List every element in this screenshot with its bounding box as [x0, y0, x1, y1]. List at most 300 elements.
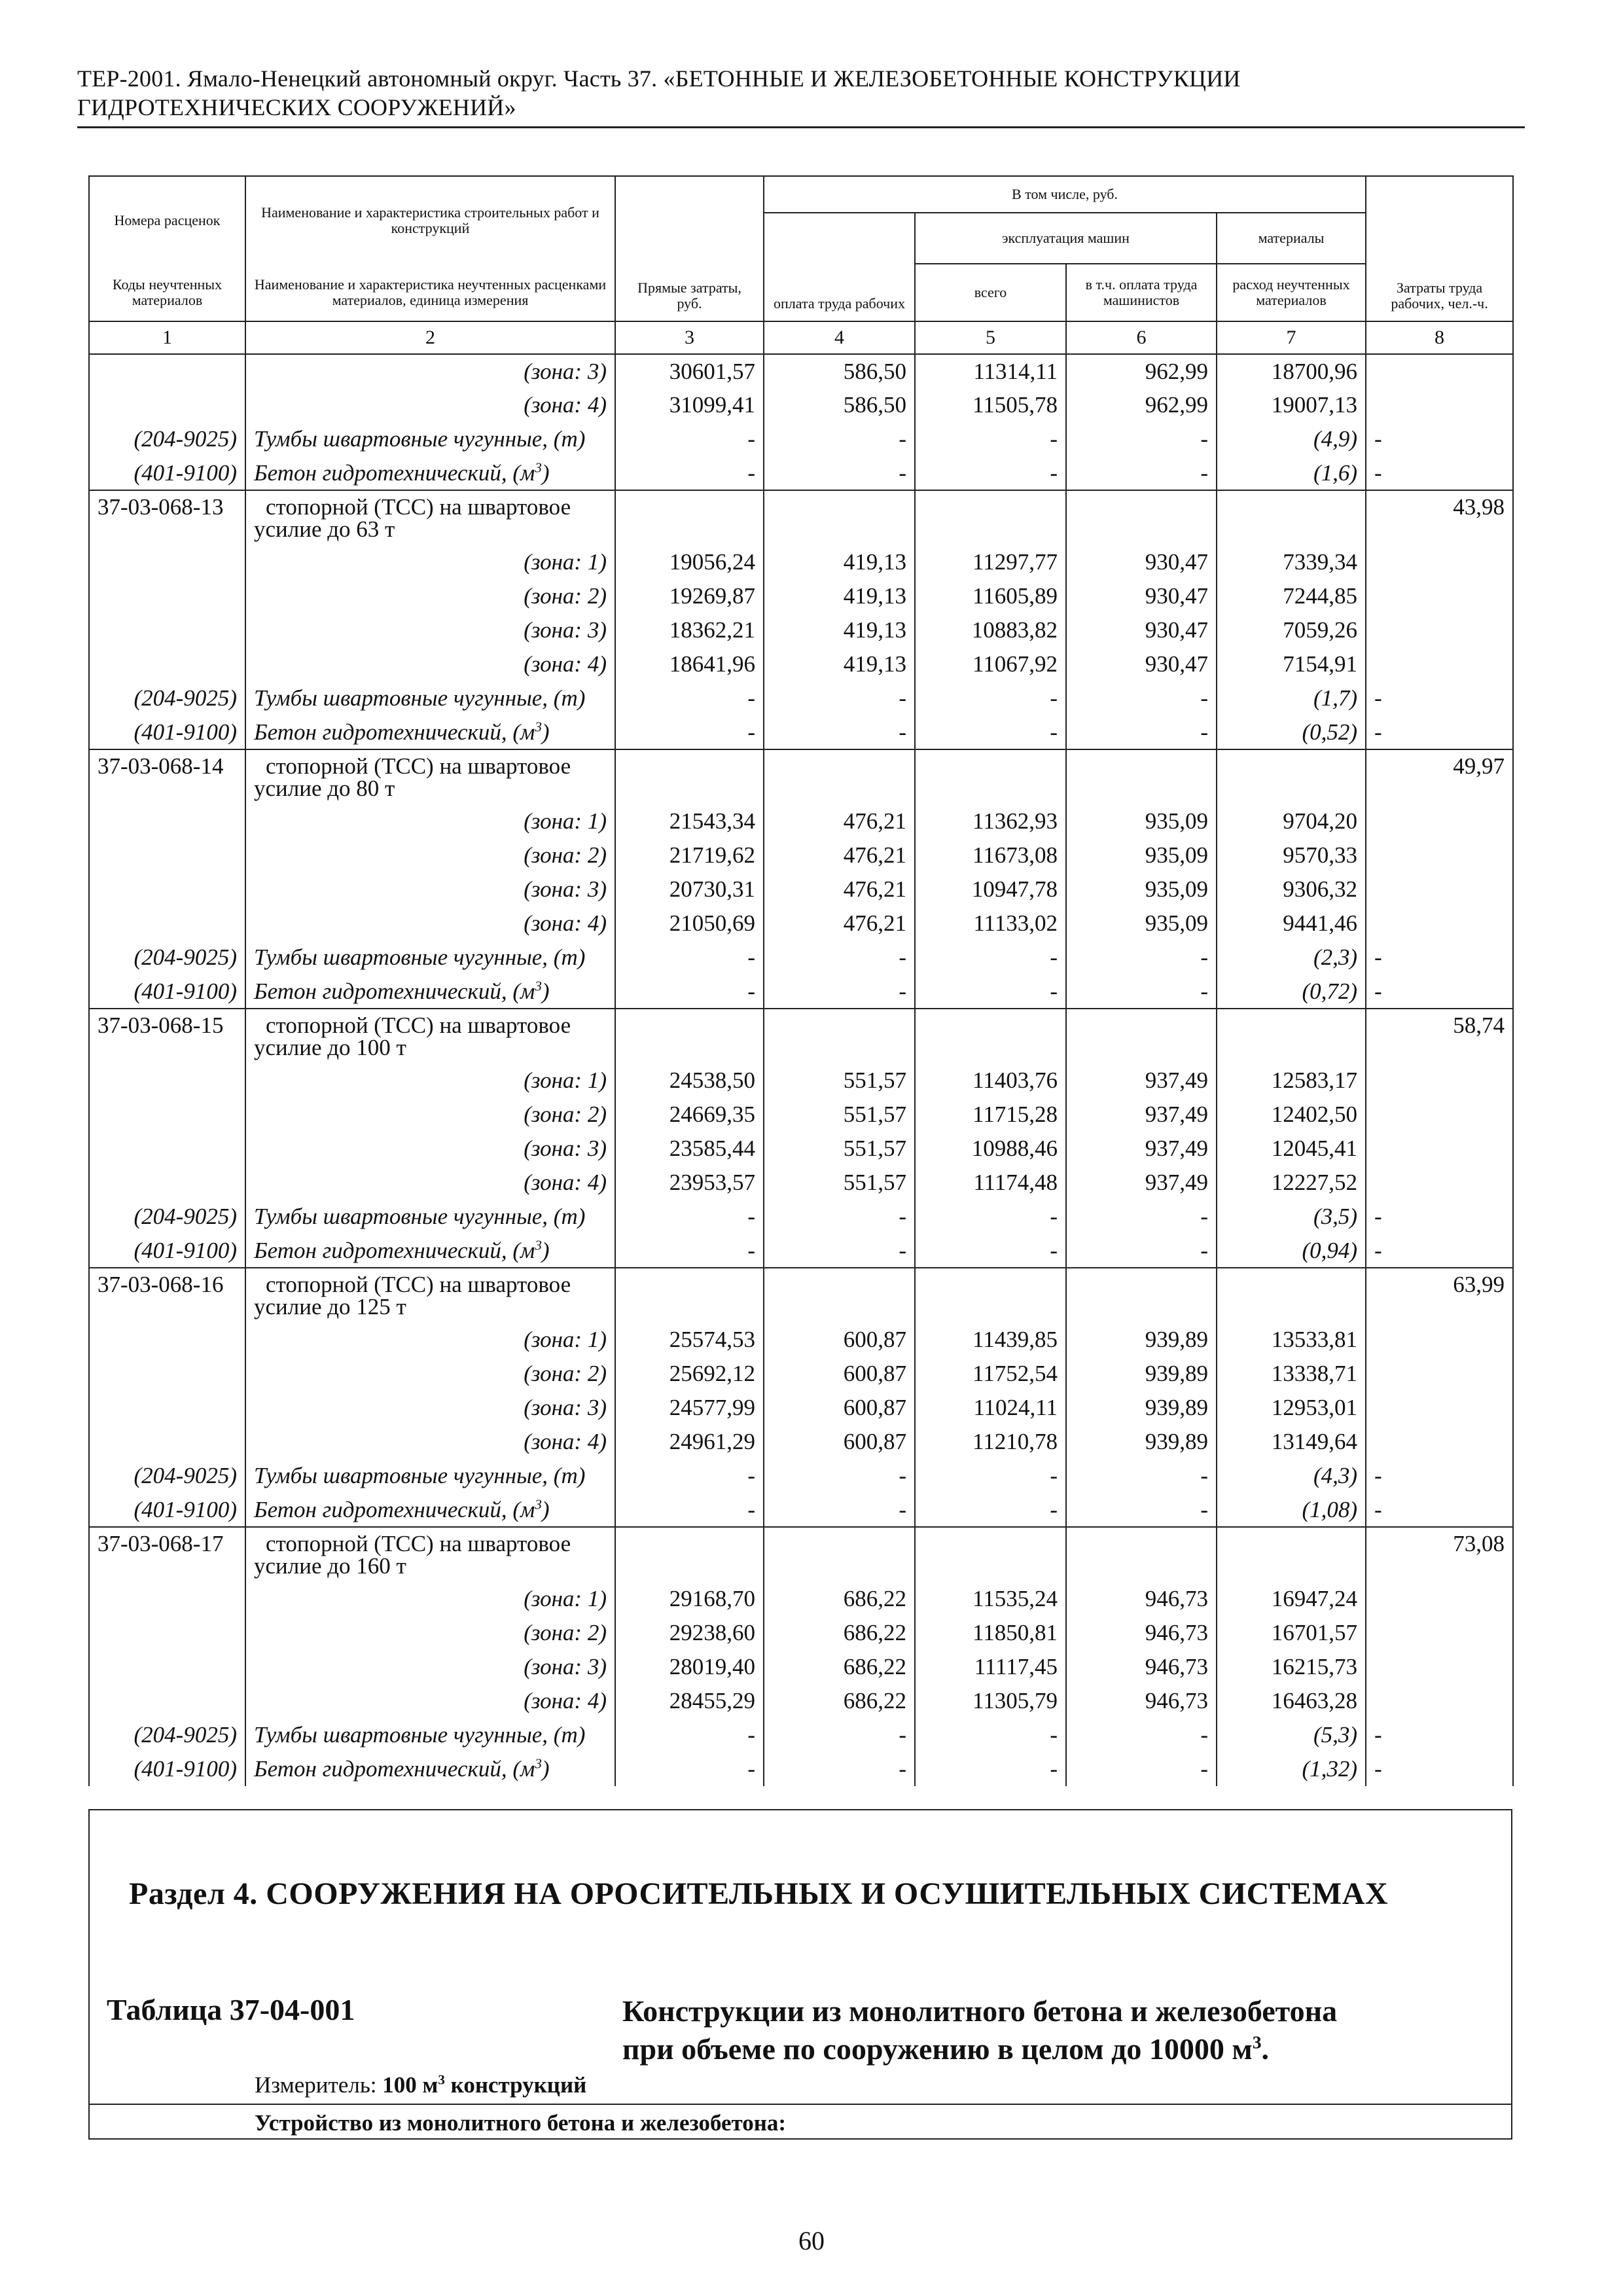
- worker-wages: -: [764, 456, 915, 490]
- worker-wages: 686,22: [764, 1684, 915, 1718]
- zone-row: [89, 1425, 1513, 1459]
- column-index-row: [89, 321, 1513, 354]
- empty-cell: [1066, 1009, 1217, 1064]
- zone-label: (зона: 2): [245, 1357, 615, 1391]
- zone-row: [89, 1323, 1513, 1357]
- direct-cost: 25574,53: [615, 1323, 764, 1357]
- zone-label: (зона: 4): [245, 1166, 615, 1200]
- material-name: Тумбы швартовные чугунные, (т): [245, 1718, 615, 1752]
- hdr-machines: эксплуатация машин: [915, 213, 1217, 264]
- empty-cell: [89, 1323, 245, 1357]
- direct-cost: 28455,29: [615, 1684, 764, 1718]
- empty-cell: [1366, 647, 1513, 681]
- direct-cost: -: [615, 1493, 764, 1527]
- labor-cell: -: [1366, 1752, 1513, 1786]
- material-qty: (0,94): [1217, 1234, 1366, 1268]
- empty-cell: [1366, 545, 1513, 579]
- direct-cost: 28019,40: [615, 1650, 764, 1684]
- machinist-wages: -: [1066, 941, 1217, 975]
- rates-table: [88, 175, 1514, 1786]
- material-name: Тумбы швартовные чугунные, (т): [245, 681, 615, 715]
- zone-row: [89, 354, 1513, 388]
- header-line-2: ГИДРОТЕХНИЧЕСКИХ СООРУЖЕНИЙ»: [77, 94, 516, 120]
- direct-cost: 23953,57: [615, 1166, 764, 1200]
- labor-cell: -: [1366, 681, 1513, 715]
- machine-cost: -: [915, 1200, 1066, 1234]
- machinist-wages: 946,73: [1066, 1650, 1217, 1684]
- machinist-wages: 930,47: [1066, 545, 1217, 579]
- empty-cell: [915, 749, 1066, 804]
- zone-row: [89, 1650, 1513, 1684]
- machine-cost: 11673,08: [915, 838, 1066, 872]
- machine-cost: 11305,79: [915, 1684, 1066, 1718]
- materials-cost: 16215,73: [1217, 1650, 1366, 1684]
- material-row: [89, 1493, 1513, 1527]
- hdr-col6: в т.ч. оплата труда машинистов: [1066, 264, 1217, 321]
- worker-wages: -: [764, 1752, 915, 1786]
- machinist-wages: -: [1066, 1752, 1217, 1786]
- materials-cost: 16701,57: [1217, 1616, 1366, 1650]
- rate-name: [245, 490, 615, 545]
- empty-cell: [1366, 1582, 1513, 1616]
- zone-label: (зона: 2): [245, 579, 615, 613]
- machine-cost: 11314,11: [915, 354, 1066, 388]
- materials-cost: 16463,28: [1217, 1684, 1366, 1718]
- material-code: (401-9100): [89, 456, 245, 490]
- machine-cost: 11850,81: [915, 1616, 1066, 1650]
- worker-wages: 686,22: [764, 1616, 915, 1650]
- direct-cost: -: [615, 1459, 764, 1493]
- worker-wages: 551,57: [764, 1132, 915, 1166]
- empty-cell: [1366, 1166, 1513, 1200]
- material-name: Бетон гидротехнический, $(м^3)$: [245, 456, 615, 490]
- empty-cell: [764, 1009, 915, 1064]
- material-qty: (1,08): [1217, 1493, 1366, 1527]
- materials-cost: 9306,32: [1217, 872, 1366, 906]
- zone-row: [89, 613, 1513, 647]
- labor-cell: -: [1366, 1200, 1513, 1234]
- worker-wages: 686,22: [764, 1650, 915, 1684]
- machine-cost: -: [915, 1234, 1066, 1268]
- zone-label: (зона: 3): [245, 872, 615, 906]
- rate-code: 37-03-068-16: [89, 1268, 245, 1323]
- worker-wages: 476,21: [764, 838, 915, 872]
- empty-cell: [1217, 1268, 1366, 1323]
- rate-row: [89, 1009, 1513, 1064]
- empty-cell: [1366, 1098, 1513, 1132]
- worker-wages: 600,87: [764, 1323, 915, 1357]
- rate-row: [89, 1527, 1513, 1582]
- materials-cost: 7154,91: [1217, 647, 1366, 681]
- material-qty: (4,3): [1217, 1459, 1366, 1493]
- rate-name-line-1: стопорной (ТСС) на швартовое: [266, 494, 571, 520]
- empty-cell: [89, 1098, 245, 1132]
- machinist-wages: 935,09: [1066, 804, 1217, 838]
- empty-cell: [89, 647, 245, 681]
- worker-wages: 476,21: [764, 906, 915, 941]
- machine-cost: 11024,11: [915, 1391, 1066, 1425]
- direct-cost: 25692,12: [615, 1357, 764, 1391]
- machinist-wages: 935,09: [1066, 872, 1217, 906]
- direct-cost: -: [615, 681, 764, 715]
- direct-cost: 24669,35: [615, 1098, 764, 1132]
- machine-cost: -: [915, 715, 1066, 749]
- machine-cost: 11505,78: [915, 388, 1066, 422]
- rate-row: [89, 749, 1513, 804]
- worker-wages: -: [764, 715, 915, 749]
- empty-cell: [615, 749, 764, 804]
- labor-cell: -: [1366, 1718, 1513, 1752]
- labor-cost: 58,74: [1366, 1009, 1513, 1064]
- rate-code: 37-03-068-17: [89, 1527, 245, 1582]
- machine-cost: 11174,48: [915, 1166, 1066, 1200]
- materials-cost: 9570,33: [1217, 838, 1366, 872]
- empty-cell: [1366, 1323, 1513, 1357]
- zone-label: (зона: 3): [245, 1132, 615, 1166]
- machine-cost: -: [915, 1752, 1066, 1786]
- empty-cell: [89, 906, 245, 941]
- machine-cost: -: [915, 1718, 1066, 1752]
- material-name: Тумбы швартовные чугунные, (т): [245, 1459, 615, 1493]
- zone-label: (зона: 1): [245, 1064, 615, 1098]
- materials-cost: 13149,64: [1217, 1425, 1366, 1459]
- hdr-group: В том числе, руб.: [764, 176, 1366, 213]
- materials-cost: 9704,20: [1217, 804, 1366, 838]
- rate-row: [89, 1268, 1513, 1323]
- table-label: Таблица 37-04-001: [107, 1993, 355, 2026]
- machine-cost: 11133,02: [915, 906, 1066, 941]
- worker-wages: 419,13: [764, 613, 915, 647]
- empty-cell: [1366, 1650, 1513, 1684]
- worker-wages: -: [764, 681, 915, 715]
- meter-label: Измеритель:: [255, 2072, 377, 2098]
- direct-cost: -: [615, 975, 764, 1009]
- zone-row: [89, 1098, 1513, 1132]
- machine-cost: 11752,54: [915, 1357, 1066, 1391]
- material-code: (204-9025): [89, 1718, 245, 1752]
- material-code: (401-9100): [89, 975, 245, 1009]
- direct-cost: -: [615, 715, 764, 749]
- empty-cell: [1066, 1527, 1217, 1582]
- hdr-col5: всего: [915, 264, 1066, 321]
- empty-cell: [1366, 388, 1513, 422]
- material-code: (204-9025): [89, 941, 245, 975]
- material-code: (401-9100): [89, 1234, 245, 1268]
- rate-name-line-2: усилие до 100 т: [254, 1035, 406, 1060]
- meter-value: 100 $м^3$ конструкций: [382, 2072, 587, 2098]
- rate-name-line-1: стопорной (ТСС) на швартовое: [266, 1272, 571, 1297]
- hdr-col4: оплата труда рабочих: [764, 213, 915, 321]
- machinist-wages: -: [1066, 1493, 1217, 1527]
- zone-label: (зона: 1): [245, 1582, 615, 1616]
- machine-cost: -: [915, 1493, 1066, 1527]
- empty-cell: [1366, 906, 1513, 941]
- rate-row: [89, 490, 1513, 545]
- machine-cost: 11439,85: [915, 1323, 1066, 1357]
- machinist-wages: 930,47: [1066, 647, 1217, 681]
- zone-label: (зона: 1): [245, 1323, 615, 1357]
- machine-cost: 10947,78: [915, 872, 1066, 906]
- direct-cost: -: [615, 941, 764, 975]
- machinist-wages: 946,73: [1066, 1684, 1217, 1718]
- machinist-wages: 946,73: [1066, 1616, 1217, 1650]
- rate-name-line-1: стопорной (ТСС) на швартовое: [266, 1013, 571, 1038]
- direct-cost: -: [615, 1718, 764, 1752]
- section-title: Раздел 4. СООРУЖЕНИЯ НА ОРОСИТЕЛЬНЫХ И ОСУШИТЕЛЬНЫХ СИСТЕМАХ: [129, 1876, 1389, 1911]
- worker-wages: -: [764, 1200, 915, 1234]
- direct-cost: 24577,99: [615, 1391, 764, 1425]
- direct-cost: 29238,60: [615, 1616, 764, 1650]
- material-qty: (4,9): [1217, 422, 1366, 456]
- zone-row: [89, 838, 1513, 872]
- worker-wages: 419,13: [764, 647, 915, 681]
- zone-label: (зона: 4): [245, 647, 615, 681]
- empty-cell: [89, 1616, 245, 1650]
- direct-cost: 21543,34: [615, 804, 764, 838]
- worker-wages: 419,13: [764, 579, 915, 613]
- zone-label: (зона: 3): [245, 1650, 615, 1684]
- material-row: [89, 681, 1513, 715]
- empty-cell: [89, 1684, 245, 1718]
- direct-cost: 21719,62: [615, 838, 764, 872]
- materials-cost: 19007,13: [1217, 388, 1366, 422]
- empty-cell: [89, 1391, 245, 1425]
- machinist-wages: 930,47: [1066, 579, 1217, 613]
- labor-cell: -: [1366, 422, 1513, 456]
- direct-cost: 23585,44: [615, 1132, 764, 1166]
- materials-cost: 9441,46: [1217, 906, 1366, 941]
- direct-cost: 19056,24: [615, 545, 764, 579]
- materials-cost: 12402,50: [1217, 1098, 1366, 1132]
- machinist-wages: -: [1066, 456, 1217, 490]
- zone-row: [89, 545, 1513, 579]
- empty-cell: [1366, 872, 1513, 906]
- labor-cost: 43,98: [1366, 490, 1513, 545]
- machine-cost: -: [915, 941, 1066, 975]
- header-text: [77, 64, 1517, 122]
- empty-cell: [1366, 1391, 1513, 1425]
- material-row: [89, 941, 1513, 975]
- material-code: (401-9100): [89, 1493, 245, 1527]
- machinist-wages: 962,99: [1066, 388, 1217, 422]
- worker-wages: 551,57: [764, 1064, 915, 1098]
- col-index: 6: [1066, 321, 1217, 354]
- worker-wages: 551,57: [764, 1166, 915, 1200]
- table-title-line-2: при объеме по сооружению в целом до 10000 $м^3$.: [622, 2032, 1269, 2066]
- hdr-materials: материалы: [1217, 213, 1366, 264]
- zone-label: (зона: 1): [245, 804, 615, 838]
- rate-name: [245, 1527, 615, 1582]
- empty-cell: [1366, 1357, 1513, 1391]
- hdr-col3: Прямые затраты, руб.: [615, 176, 764, 321]
- table-title-line-1: Конструкции из монолитного бетона и железобетона: [622, 1994, 1338, 2028]
- material-row: [89, 422, 1513, 456]
- machinist-wages: 939,89: [1066, 1391, 1217, 1425]
- empty-cell: [1066, 490, 1217, 545]
- machine-cost: 11067,92: [915, 647, 1066, 681]
- worker-wages: -: [764, 422, 915, 456]
- worker-wages: 600,87: [764, 1425, 915, 1459]
- meter: [255, 2072, 586, 2098]
- zone-row: [89, 1582, 1513, 1616]
- worker-wages: 551,57: [764, 1098, 915, 1132]
- worker-wages: 586,50: [764, 388, 915, 422]
- material-row: [89, 1200, 1513, 1234]
- machine-cost: 11362,93: [915, 804, 1066, 838]
- col-index: 2: [245, 321, 615, 354]
- zone-row: [89, 804, 1513, 838]
- hdr-col1-bottom: Коды неучтенных материалов: [89, 264, 245, 321]
- labor-cost: 63,99: [1366, 1268, 1513, 1323]
- empty-cell: [89, 354, 245, 388]
- machinist-wages: -: [1066, 975, 1217, 1009]
- machinist-wages: 937,49: [1066, 1064, 1217, 1098]
- col-index: 4: [764, 321, 915, 354]
- empty-cell: [1066, 749, 1217, 804]
- empty-cell: [615, 1009, 764, 1064]
- machinist-wages: 937,49: [1066, 1132, 1217, 1166]
- machine-cost: 11117,45: [915, 1650, 1066, 1684]
- machine-cost: 11535,24: [915, 1582, 1066, 1616]
- col-index: 8: [1366, 321, 1513, 354]
- material-code: (401-9100): [89, 1752, 245, 1786]
- header-rule: [77, 126, 1525, 128]
- machinist-wages: -: [1066, 715, 1217, 749]
- labor-cell: -: [1366, 1459, 1513, 1493]
- zone-row: [89, 1684, 1513, 1718]
- material-name: Бетон гидротехнический, $(м^3)$: [245, 715, 615, 749]
- empty-cell: [764, 1527, 915, 1582]
- machine-cost: -: [915, 456, 1066, 490]
- col-index: 7: [1217, 321, 1366, 354]
- material-qty: (0,52): [1217, 715, 1366, 749]
- rate-name: [245, 1009, 615, 1064]
- header-line-1: ТЕР-2001. Ямало-Ненецкий автономный округ. Часть 37. «БЕТОННЫЕ И ЖЕЛЕЗОБЕТОННЫЕ КОНСТРУКЦИИ: [77, 65, 1241, 92]
- page-number: 60: [798, 2226, 825, 2255]
- machine-cost: 10988,46: [915, 1132, 1066, 1166]
- empty-cell: [89, 579, 245, 613]
- direct-cost: 30601,57: [615, 354, 764, 388]
- machinist-wages: -: [1066, 422, 1217, 456]
- material-code: (204-9025): [89, 422, 245, 456]
- worker-wages: -: [764, 941, 915, 975]
- worker-wages: 600,87: [764, 1357, 915, 1391]
- labor-cell: -: [1366, 941, 1513, 975]
- zone-row: [89, 647, 1513, 681]
- empty-cell: [915, 1527, 1066, 1582]
- labor-cost: 73,08: [1366, 1527, 1513, 1582]
- empty-cell: [1217, 1527, 1366, 1582]
- zone-row: [89, 1064, 1513, 1098]
- empty-cell: [1217, 749, 1366, 804]
- worker-wages: -: [764, 975, 915, 1009]
- machinist-wages: 939,89: [1066, 1357, 1217, 1391]
- machinist-wages: 937,49: [1066, 1166, 1217, 1200]
- material-qty: (1,7): [1217, 681, 1366, 715]
- material-qty: (3,5): [1217, 1200, 1366, 1234]
- material-row: [89, 1459, 1513, 1493]
- rate-name-line-1: стопорной (ТСС) на швартовое: [266, 1531, 571, 1556]
- zone-label: (зона: 4): [245, 906, 615, 941]
- empty-cell: [1366, 354, 1513, 388]
- empty-cell: [89, 804, 245, 838]
- direct-cost: -: [615, 1234, 764, 1268]
- col-index: 1: [89, 321, 245, 354]
- machinist-wages: -: [1066, 1200, 1217, 1234]
- worker-wages: -: [764, 1718, 915, 1752]
- subheading-row: [90, 2104, 1511, 2142]
- empty-cell: [89, 388, 245, 422]
- machinist-wages: 937,49: [1066, 1098, 1217, 1132]
- material-row: [89, 456, 1513, 490]
- empty-cell: [89, 545, 245, 579]
- empty-cell: [89, 1132, 245, 1166]
- col-index: 5: [915, 321, 1066, 354]
- rate-code: 37-03-068-14: [89, 749, 245, 804]
- machine-cost: -: [915, 1459, 1066, 1493]
- empty-cell: [89, 613, 245, 647]
- zone-row: [89, 1166, 1513, 1200]
- empty-cell: [1366, 1064, 1513, 1098]
- direct-cost: 21050,69: [615, 906, 764, 941]
- zone-row: [89, 1616, 1513, 1650]
- hdr-col2-bottom: Наименование и характеристика неучтенных расценками материалов, единица измерения: [245, 264, 615, 321]
- direct-cost: -: [615, 422, 764, 456]
- materials-cost: 7244,85: [1217, 579, 1366, 613]
- labor-cell: -: [1366, 1493, 1513, 1527]
- empty-cell: [915, 490, 1066, 545]
- machinist-wages: 939,89: [1066, 1323, 1217, 1357]
- machinist-wages: 935,09: [1066, 838, 1217, 872]
- section-block: [88, 1809, 1512, 2140]
- zone-row: [89, 388, 1513, 422]
- direct-cost: 19269,87: [615, 579, 764, 613]
- material-code: (204-9025): [89, 1459, 245, 1493]
- direct-cost: 18362,21: [615, 613, 764, 647]
- zone-row: [89, 872, 1513, 906]
- zone-label: (зона: 1): [245, 545, 615, 579]
- material-row: [89, 975, 1513, 1009]
- material-name: Бетон гидротехнический, $(м^3)$: [245, 975, 615, 1009]
- rate-name-line-2: усилие до 125 т: [254, 1294, 406, 1319]
- materials-cost: 12583,17: [1217, 1064, 1366, 1098]
- machine-cost: -: [915, 681, 1066, 715]
- direct-cost: 29168,70: [615, 1582, 764, 1616]
- machinist-wages: -: [1066, 1234, 1217, 1268]
- hdr-col1-top: Номера расценок: [89, 176, 245, 264]
- empty-cell: [915, 1268, 1066, 1323]
- empty-cell: [615, 1527, 764, 1582]
- empty-cell: [1366, 613, 1513, 647]
- machine-cost: 11210,78: [915, 1425, 1066, 1459]
- empty-cell: [1217, 1009, 1366, 1064]
- material-row: [89, 715, 1513, 749]
- materials-cost: 13338,71: [1217, 1357, 1366, 1391]
- zone-row: [89, 1132, 1513, 1166]
- material-qty: (1,6): [1217, 456, 1366, 490]
- hdr-col2-top: Наименование и характеристика строительных работ и конструкций: [245, 176, 615, 264]
- zone-label: (зона: 2): [245, 1098, 615, 1132]
- labor-cell: -: [1366, 715, 1513, 749]
- material-code: (401-9100): [89, 715, 245, 749]
- direct-cost: -: [615, 1200, 764, 1234]
- zone-label: (зона: 3): [245, 613, 615, 647]
- empty-cell: [1366, 1616, 1513, 1650]
- rate-name: [245, 749, 615, 804]
- hdr-col7: расход неучтенных материалов: [1217, 264, 1366, 321]
- worker-wages: 419,13: [764, 545, 915, 579]
- empty-cell: [1066, 1268, 1217, 1323]
